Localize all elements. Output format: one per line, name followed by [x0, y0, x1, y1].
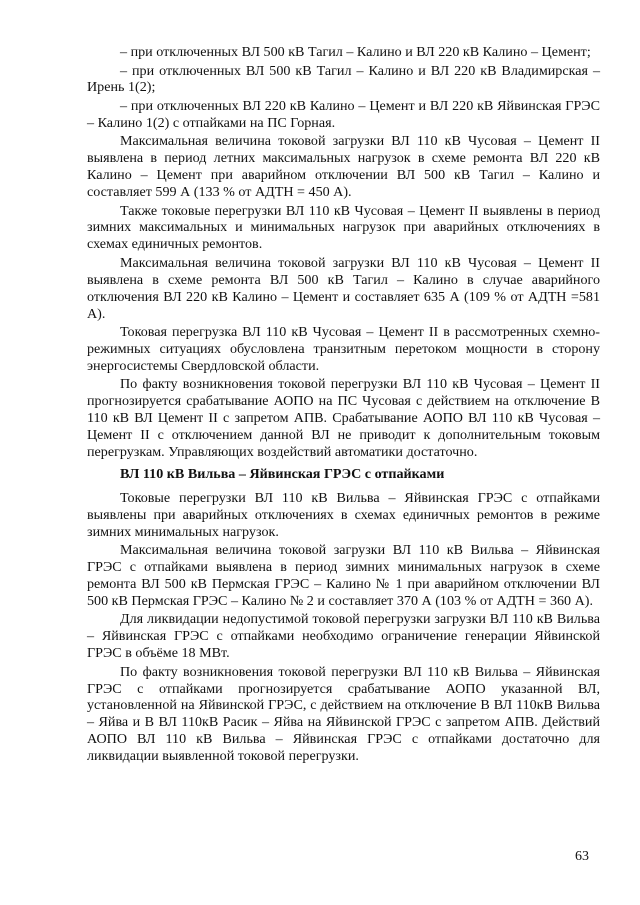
paragraph-list-item: – при отключенных ВЛ 500 кВ Тагил – Калино и ВЛ 220 кВ Калино – Цемент; — [120, 44, 591, 60]
paragraph-list-item: – при отключенных ВЛ 220 кВ Калино – Цемент и ВЛ 220 кВ Яйвинская ГРЭС – Калино 1(2) с отпайками на ПС Горная. — [87, 97, 600, 131]
paragraph: Максимальная величина токовой загрузки ВЛ 110 кВ Вильва – Яйвинская ГРЭС с отпайками выявлена в период зимних минимальных нагрузок в схеме ремонта ВЛ 500 кВ Пермская ГРЭС – Калино № 1 при аварийном отключении ВЛ 500 кВ Пермская ГРЭС – Калино № 2 и составляет 370 А (103 % от АДТН = 360 А). — [87, 542, 600, 609]
paragraph: Токовая перегрузка ВЛ 110 кВ Чусовая – Цемент II в рассмотренных схемно-режимных ситуациях обусловлена транзитным перетоком мощности в сторону энергосистемы Свердловской области. — [87, 324, 600, 374]
paragraph: Максимальная величина токовой загрузки ВЛ 110 кВ Чусовая – Цемент II выявлена в схеме ремонта ВЛ 500 кВ Тагил – Калино в случае аварийного отключения ВЛ 220 кВ Калино – Цемент и составляет 635 А (109 % от АДТН =581 А). — [87, 254, 600, 322]
paragraph: Токовые перегрузки ВЛ 110 кВ Вильва – Яйвинская ГРЭС с отпайками выявлены при аварийных отключениях в схемах единичных ремонтов в режиме зимних минимальных нагрузок. — [87, 489, 600, 540]
paragraph: Максимальная величина токовой загрузки ВЛ 110 кВ Чусовая – Цемент II выявлена в период летних максимальных нагрузок в схеме ремонта ВЛ 220 кВ Калино – Цемент при аварийном отключении ВЛ 500 кВ Тагил – Калино и составляет 599 А (133 % от АДТН = 450 А). — [87, 133, 600, 201]
page-body — [87, 44, 600, 767]
section-heading: ВЛ 110 кВ Вильва – Яйвинская ГРЭС с отпайками — [120, 465, 445, 482]
page-number: 63 — [575, 849, 589, 864]
paragraph: По факту возникновения токовой перегрузки ВЛ 110 кВ Вильва – Яйвинская ГРЭС с отпайками прогнозируется срабатывание АОПО указанной ВЛ, установленной на Яйвинской ГРЭС, с действием на отключение В ВЛ 110кВ Вильва – Яйва и В ВЛ 110кВ Расик – Яйва на Яйвинской ГРЭС с запретом АПВ. Действий АОПО ВЛ 110 кВ Вильва – Яйвинская ГРЭС с отпайками достаточно для ликвидации выявленной токовой перегрузки. — [87, 663, 600, 765]
paragraph: Для ликвидации недопустимой токовой перегрузки загрузки ВЛ 110 кВ Вильва – Яйвинская ГРЭС с отпайками необходимо ограничение генерации Яйвинской ГРЭС в объёме 18 МВт. — [87, 611, 600, 662]
paragraph-list-item: – при отключенных ВЛ 500 кВ Тагил – Калино и ВЛ 220 кВ Владимирская – Ирень 1(2); — [87, 62, 600, 96]
paragraph: По факту возникновения токовой перегрузки ВЛ 110 кВ Чусовая – Цемент II прогнозируется срабатывание АОПО на ПС Чусовая с действием на отключение В 110 кВ ВЛ Цемент II с запретом АПВ. Срабатывание АОПО ВЛ 110 кВ Чусовая – Цемент II с отключением данной ВЛ не приводит к дополнительным токовым перегрузкам. Управляющих воздействий автоматики достаточно. — [87, 376, 600, 460]
paragraph: Также токовые перегрузки ВЛ 110 кВ Чусовая – Цемент II выявлены в период зимних максимальных и минимальных нагрузок при аварийных отключениях в схемах единичных ремонтов. — [87, 202, 600, 253]
